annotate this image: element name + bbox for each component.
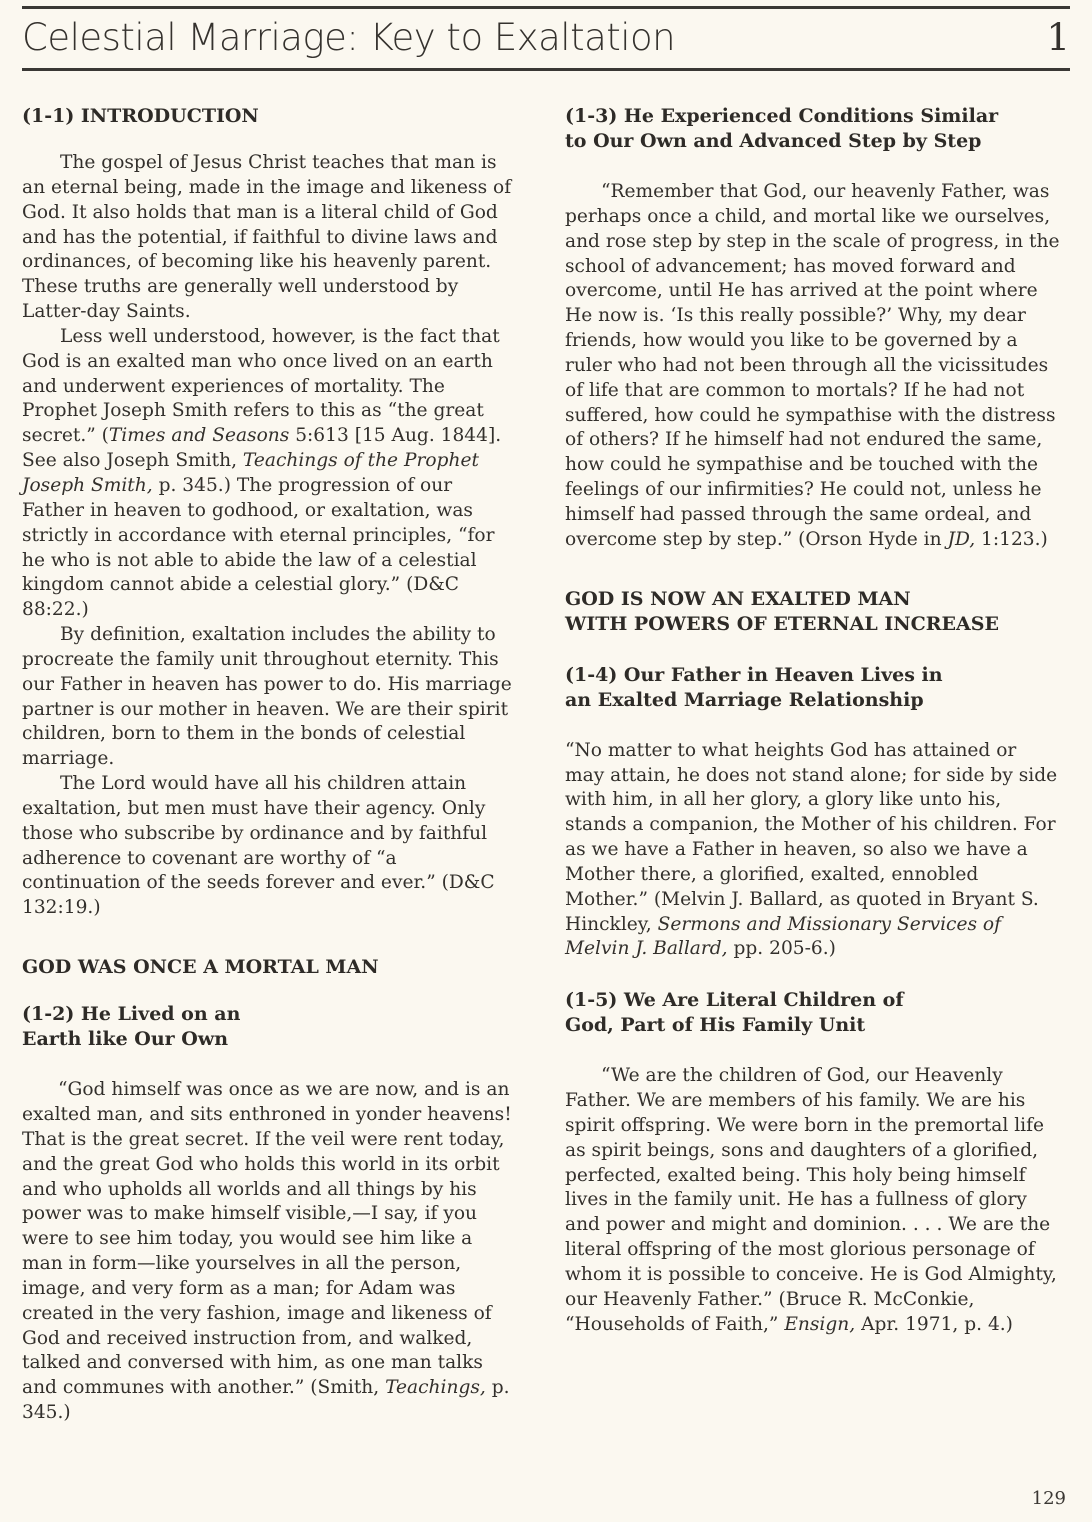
- quote-bruce-mcconkie: “We are the children of God, our Heavenly Father. We are members of his family. We are his spirit offspring. We were born in the premortal life as spirit beings, sons and daughters of a glorified, perfected, exalted being. This holy being himself lives in the family unit. He has a fullness of glory and power and might and dominion. . . . We are the literal offspring of the most glorious personage of whom it is possible to conceive. He is God Almighty, our Heavenly Father.” (Bruce R. McConkie, “Households of Faith,” Ensign, Apr. 1971, p. 4.): [565, 1065, 1057, 1335]
- section-heading-mortal-man: GOD WAS ONCE A MORTAL MAN: [22, 956, 379, 979]
- subheading-1-3: (1-3) He Experienced Conditions Similar to Our Own and Advanced Step by Step: [565, 105, 999, 152]
- chapter-number: 1: [1046, 16, 1070, 59]
- intro-paragraph-2: Less well understood, however, is the fact that God is an exalted man who once lived on an earth and underwent experiences of mortality. The Prophet Joseph Smith refers to this as “the great secret.” (Times and Seasons 5:613 [15 Aug. 1844]. See also Joseph Smith, Teachings of the Prophet Joseph Smith, p. 345.) The progression of our Father in heaven to godhood, or exaltation, was strictly in accordance with eternal principles, “for he who is not able to abide the law of a celestial kingdom cannot abide a celestial glory.” (D&C 88:22.): [22, 325, 502, 621]
- intro-paragraph-3: By definition, exaltation includes the ability to procreate the family unit throughout eternity. This our Father in heaven has power to do. His marriage partner is our mother in heaven. We are their spirit children, born to them in the bonds of celestial marriage.: [22, 624, 512, 770]
- intro-paragraph-4: The Lord would have all his children attain exaltation, but men must have their agency. Only those who subscribe by ordinance and by faithful adherence to covenant are worthy of “a continuation of the seeds forever and ever.” (D&C 132:19.): [22, 773, 495, 919]
- section-heading-exalted-man: GOD IS NOW AN EXALTED MAN WITH POWERS OF ETERNAL INCREASE: [565, 587, 999, 635]
- section-heading-introduction: (1-1) INTRODUCTION: [22, 105, 259, 127]
- quote-orson-hyde: “Remember that God, our heavenly Father, was perhaps once a child, and mortal like we ourselves, and rose step by step in the scale of progress, in the school of advancement; has moved forward and overcome, until He has arrived at the point where He now is. ‘Is this really possible?’ Why, my dear friends, how would you like to be governed by a ruler who had not been through all the vicissitudes of life that are common to mortals? If he had not suffered, how could he sympathise with the distress of others? If he himself had not endured the same, how could he sympathise and be touched with the feelings of our infirmities? He could not, unless he himself had passed through the same ordeal, and overcome step by step.” (Orson Hyde in JD, 1:123.): [565, 181, 1060, 550]
- intro-paragraph-1: The gospel of Jesus Christ teaches that man is an eternal being, made in the image and likeness of God. It also holds that man is a literal child of God and has the potential, if faithful to divine laws and ordinances, of becoming like his heavenly parent. These truths are generally well understood by Latter-day Saints.: [22, 152, 512, 323]
- quote-melvin-ballard: “No matter to what heights God has attained or may attain, he does not stand alone; for side by side with him, in all her glory, a glory like unto his, stands a companion, the Mother of his children. For as we have a Father in heaven, so also we have a Mother there, a glorified, exalted, ennobled Mother.” (Melvin J. Ballard, as quoted in Bryant S. Hinckley, Sermons and Missionary Services of Melvin J. Ballard, pp. 205-6.): [565, 739, 1058, 960]
- subheading-1-5: (1-5) We Are Literal Children of God, Part of His Family Unit: [565, 989, 904, 1037]
- quote-smith-teachings: “God himself was once as we are now, and is an exalted man, and sits enthroned in yonder heavens! That is the great secret. If the veil were rent today, and the great God who holds this world in its orbit and who upholds all worlds and all things by his power was to make himself visible,—I say, if you were to see him today, you would see him like a man in form—like yourselves in all the person, image, and very form as a man; for Adam was created in the very fashion, image and likeness of God and received instruction from, and walked, talked and conversed with him, as one man talks and communes with another.” (Smith, Teachings, p. 345.): [22, 1079, 512, 1424]
- header-rule-bottom: [22, 68, 1070, 71]
- right-column: [565, 104, 1061, 1338]
- subheading-1-4: (1-4) Our Father in Heaven Lives in an Exalted Marriage Relationship: [565, 663, 943, 711]
- subheading-1-2: (1-2) He Lived on an Earth like Our Own: [22, 1003, 241, 1051]
- left-column: [22, 104, 518, 1426]
- page-number: 129: [1031, 1488, 1066, 1509]
- chapter-title: Celestial Marriage: Key to Exaltation: [22, 16, 676, 59]
- header-rule-top: [22, 6, 1070, 9]
